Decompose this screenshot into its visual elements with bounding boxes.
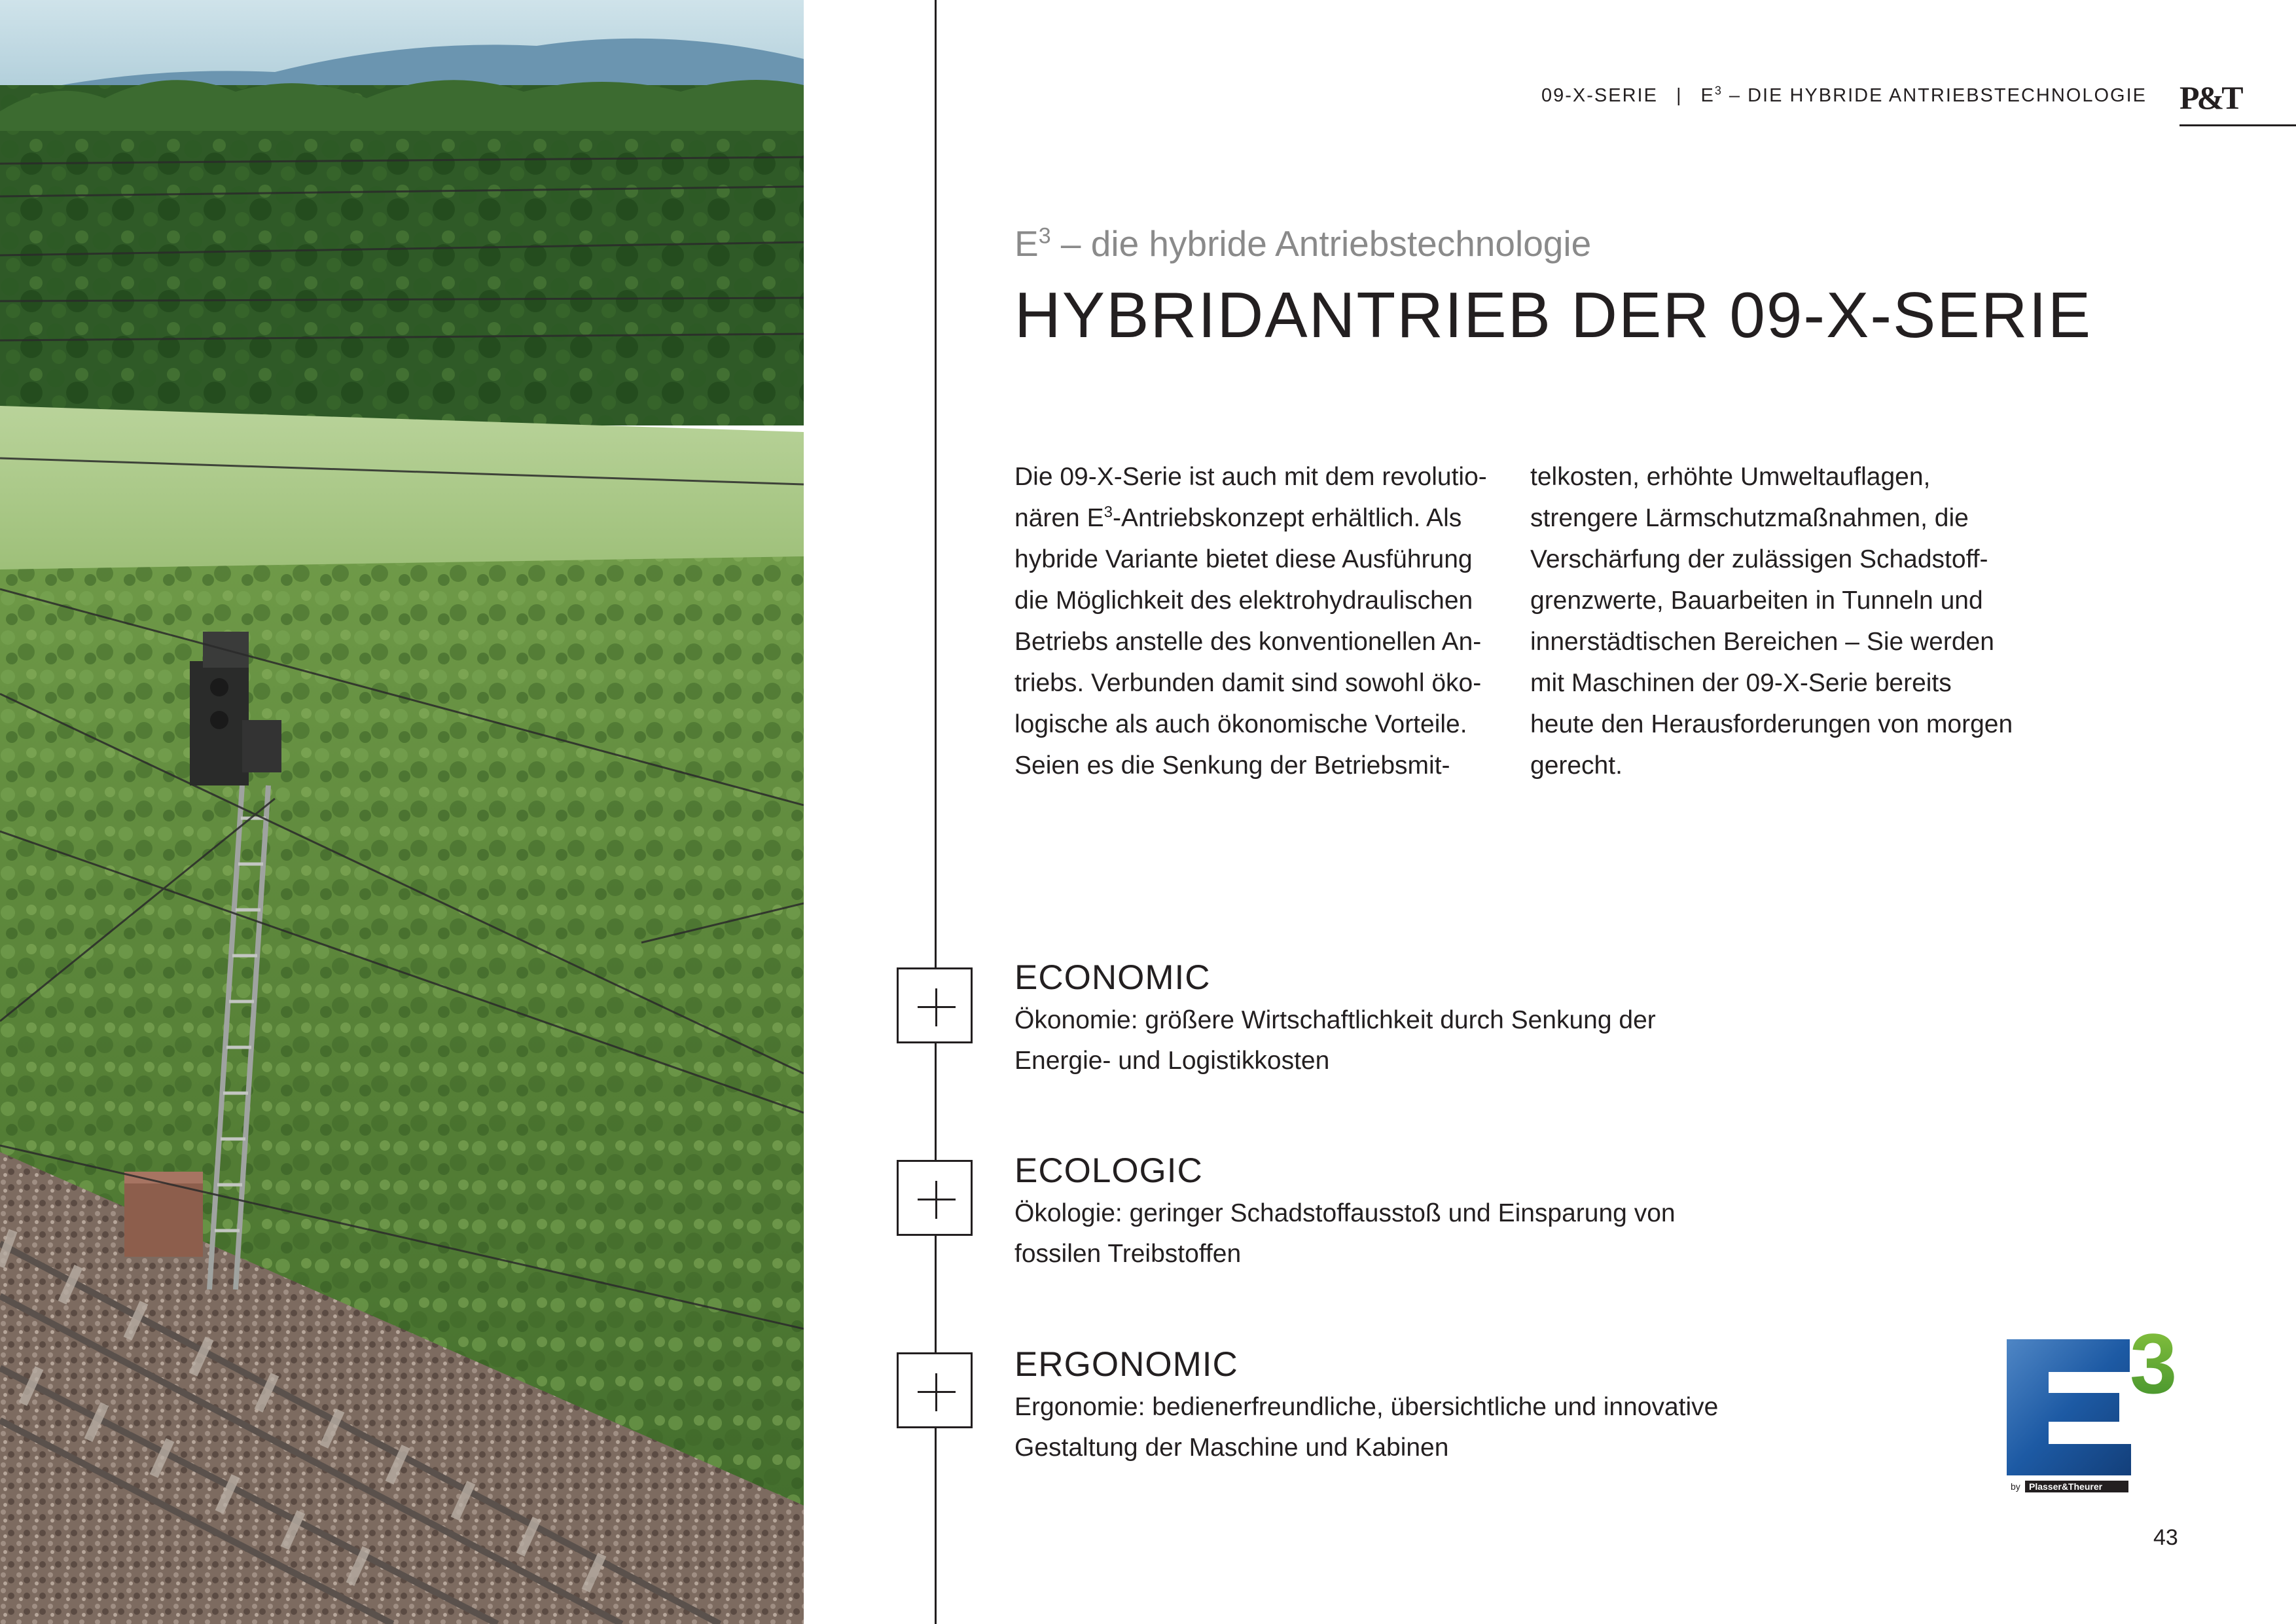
body-line: die Möglichkeit des elektrohydraulischen [1014, 586, 1473, 615]
benefit-desc-line: Energie- und Logistikkosten [1014, 1047, 1330, 1075]
body-line-sup: 3 [1103, 503, 1113, 521]
body-column-2 [1530, 456, 2028, 786]
subtitle-rest: – die hybride Antriebstechnologie [1050, 223, 1592, 264]
page-subtitle [1014, 223, 1591, 264]
e3-logo-maker: Plasser&Theurer [2029, 1481, 2103, 1492]
page-number: 43 [2153, 1525, 2178, 1550]
benefit-title: ECONOMIC [1014, 958, 1211, 997]
body-line: mit Maschinen der 09-X-Serie bereits [1530, 669, 1952, 697]
benefit-ergonomic [1014, 1344, 1800, 1468]
body-line: triebs. Verbunden damit sind sowohl öko- [1014, 669, 1482, 697]
body-line [1014, 497, 1499, 539]
header-separator: | [1676, 85, 1683, 106]
body-line-pre: nären E [1014, 504, 1104, 532]
railway-photo [0, 0, 804, 1624]
benefit-desc-line: Ökonomie: größere Wirtschaftlichkeit durch Senkung der [1014, 1006, 1656, 1034]
plus-icon-ecologic [897, 1160, 973, 1236]
benefit-economic [1014, 958, 1800, 1081]
e3-logo-by: by [2011, 1481, 2020, 1492]
body-column-1 [1014, 456, 1499, 786]
brand-logo: P&T [2179, 79, 2241, 116]
body-line: Seien es die Senkung der Betriebsmit- [1014, 751, 1450, 780]
benefit-desc [1014, 1000, 1800, 1081]
subtitle-sup: 3 [1038, 223, 1051, 249]
page-title: HYBRIDANTRIEB DER 09-X-SERIE [1014, 279, 2092, 351]
benefit-ecologic [1014, 1151, 1800, 1274]
benefit-desc [1014, 1387, 1800, 1468]
body-line: grenzwerte, Bauarbeiten in Tunneln und [1530, 586, 1983, 615]
body-line: Die 09-X-Serie ist auch mit dem revolutio- [1014, 463, 1487, 491]
benefit-title: ECOLOGIC [1014, 1151, 1203, 1190]
header-series: 09-X-SERIE [1541, 85, 1658, 106]
body-line: logische als auch ökonomische Vorteile. [1014, 710, 1467, 738]
body-line: heute den Herausforderungen von morgen [1530, 710, 2013, 738]
plus-icon-economic [897, 967, 973, 1043]
benefit-desc-line: Gestaltung der Maschine und Kabinen [1014, 1434, 1449, 1462]
benefit-title: ERGONOMIC [1014, 1345, 1238, 1384]
body-line-post: -Antriebskonzept erhältlich. Als [1112, 504, 1462, 532]
benefit-desc-line: Ökologie: geringer Schadstoffausstoß und Einsparung von [1014, 1199, 1676, 1227]
body-line: hybride Variante bietet diese Ausführung [1014, 545, 1473, 573]
benefit-desc [1014, 1193, 1800, 1274]
body-line: telkosten, erhöhte Umweltauflagen, [1530, 463, 1931, 491]
plus-icon-ergonomic [897, 1352, 973, 1428]
body-line: strengere Lärmschutzmaßnahmen, die [1530, 504, 1969, 532]
e3-logo-sup: 3 [2130, 1316, 2178, 1411]
body-line: Verschärfung der zulässigen Schadstoff- [1530, 545, 1988, 573]
brand-rule [2179, 124, 2296, 126]
header-topic-rest: – DIE HYBRIDE ANTRIEBSTECHNOLOGIE [1722, 85, 2147, 106]
running-header [1541, 85, 2147, 107]
body-line: gerecht. [1530, 751, 1623, 780]
body-line: innerstädtischen Bereichen – Sie werden [1530, 628, 1994, 656]
body-line: Betriebs anstelle des konventionellen An- [1014, 628, 1482, 656]
benefit-desc-line: Ergonomie: bedienerfreundliche, übersichtliche und innovative [1014, 1393, 1719, 1421]
subtitle-prefix: E [1014, 223, 1039, 264]
header-topic-prefix: E [1700, 85, 1715, 106]
e3-logo [2007, 1316, 2182, 1494]
header-topic-sup: 3 [1714, 84, 1723, 98]
benefit-desc-line: fossilen Treibstoffen [1014, 1240, 1242, 1268]
